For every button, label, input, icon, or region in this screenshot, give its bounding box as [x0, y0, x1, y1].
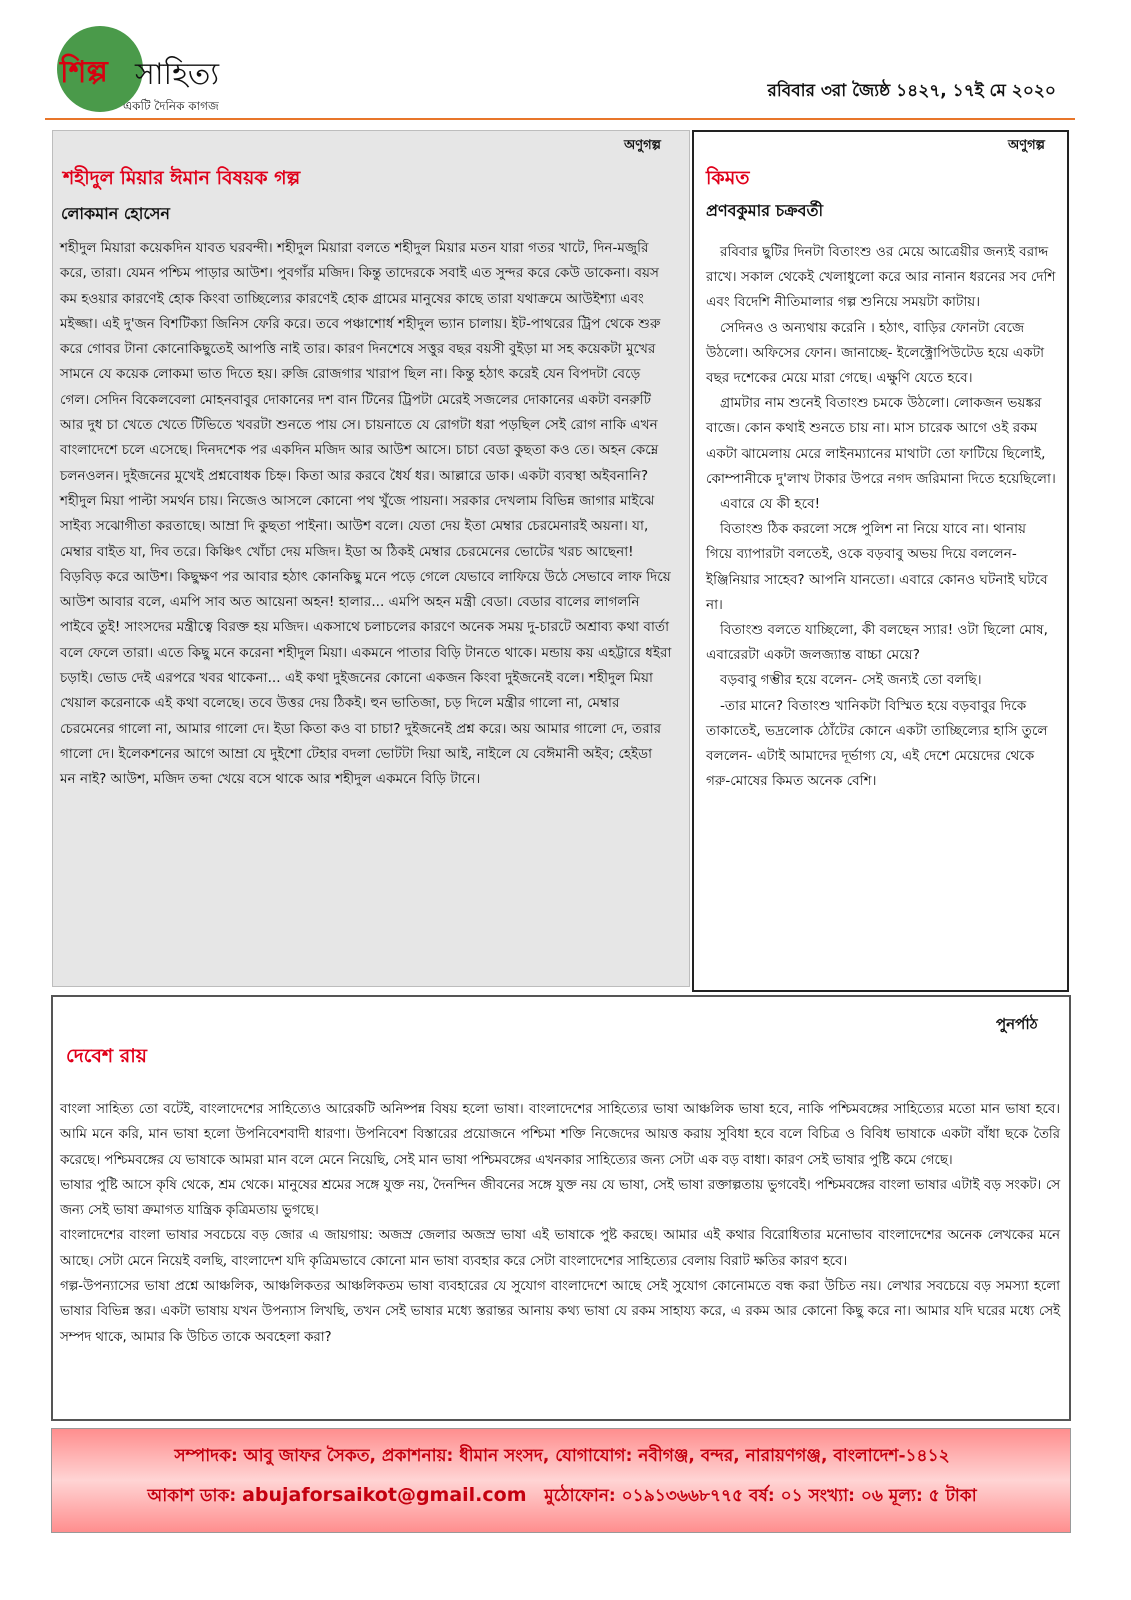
- footer-banner: [51, 1428, 1071, 1533]
- reprint-paragraph: গল্প-উপন্যাসের ভাষা প্রশ্নে আঞ্চলিক, আঞ্চলিকতর আঞ্চলিকতম ভাষা ব্যবহারের যে সুযোগ বাংলাদেশে আছে সেই সুযোগ কোনোমতে বন্ধ করা উচিত নয়। লেখার সবচেয়ে বড় সমস্যা হলো ভাষার বিভিন্ন স্তর। একটা ভাষায় যখন উপন্যাস লিখছি, তখন সেই ভাষার মধ্যে স্তরান্তর আনায় কথ্য ভাষা যে রকম সাহায্য করে, এ রকম আর কোনো কিছু করে না। আমার যদি ঘরের মধ্যে সেই সম্পদ থাকে, আমার কি উচিত তাকে অবহেলা করা?: [60, 1279, 1060, 1345]
- story-right-paragraph: বিতাংশু ঠিক করলো সঙ্গে পুলিশ না নিয়ে যাবে না। থানায় গিয়ে ব্যাপারটা বলতেই, ওকে বড়বাবু অভয় দিয়ে বললেন- ইঞ্জিনিয়ার সাহেব? আপনি যানতো। এবারে কোনও ঘটনাই ঘটবে না।: [706, 521, 1048, 613]
- reprint-body: [60, 1097, 1060, 1350]
- story-left-tag: অণুগল্প: [624, 138, 661, 153]
- footer-price: মূল্য: ৫ টাকা: [888, 1486, 977, 1506]
- story-right-paragraph: গ্রামটার নাম শুনেই বিতাংশু চমকে উঠলো। লোকজন ভয়ঙ্কর বাজে। কোন কথাই শুনতে চায় না। মাস চারেক আগে ওই রকম একটা ঝামেলায় মেরে লাইনম্যানের মাথাটা তো ফাটিয়ে ছিলোই, কোম্পানীকে দু'লাখ টাকার উপরে নগদ জরিমানা দিতে হয়েছিলো।: [706, 395, 1056, 487]
- story-right-title: কিমত: [706, 167, 750, 189]
- reprint-title: দেবেশ রায়: [66, 1045, 147, 1067]
- reprint-paragraph: ভাষার পুষ্টি আসে কৃষি থেকে, শ্রম থেকে। মানুষের শ্রমের সঙ্গে যুক্ত নয়, দৈনন্দিন জীবনের সঙ্গে যুক্ত নয় যে ভাষা, সেই ভাষা রক্তাল্পতায় ভুগবেই। পশ্চিমবঙ্গের বাংলা ভাষার এটাই বড় সংকট। সে জন্য সেই ভাষা ক্রমাগত যান্ত্রিক কৃত্রিমতায় ভুগছে।: [60, 1177, 1060, 1219]
- logo-word-sahitya: সাহিত্য: [135, 57, 220, 92]
- issue-date: রবিবার ৩রা জ্যৈষ্ঠ ১৪২৭, ১৭ই মে ২০২০: [767, 81, 1056, 101]
- footer-email-label: আকাশ ডাক:: [147, 1486, 237, 1506]
- story-right-tag: অণুগল্প: [1008, 138, 1045, 153]
- logo-tagline: একটি দৈনিক কাগজ: [123, 99, 219, 113]
- story-right-paragraph: বড়বাবু গম্ভীর হয়ে বলেন- সেই জন্যই তো বলছি।: [720, 672, 982, 689]
- story-left-paragraph: শহীদুল মিয়ারা কয়েকদিন যাবত ঘরবন্দী। শহীদুল মিয়ারা বলতে শহীদুল মিয়ার মতন যারা গতর খাটে, দিন-মজুরি করে, তারা। যেমন পশ্চিম পাড়ার আউশ। পুবগাঁর মজিদ। কিন্তু তাদেরকে সবাই এত সুন্দর করে কেউ ডাকেনা। বয়স কম হওয়ার কারণেই হোক কিংবা তাচ্ছিল্যের কারণেই হোক গ্রামের মানুষের কাছে তারা যথাক্রমে আউইশ্যা এবং মইজ্জা। এই দু'জন বিশটিক্যা জিনিস ফেরি করে। তবে পঞ্চাশোর্ধ শহীদুল ভ্যান চালায়। ইট-পাথরের ট্রিপ থেকে শুরু করে গোবর টানা কোনোকিছুতেই আপত্তি নাই তার। কারণ দিনশেষে সত্তুর বছর বয়সী বুইড়া মা সহ কয়েকটা মুখের সামনে যে কয়েক লোকমা ভাত দিতে হয়। রুজি রোজগার খারাপ ছিল না। কিন্তু হঠাৎ করেই যেন বিপদটা বেড়ে গেল। সেদিন বিকেলবেলা মোহনবাবুর দোকানের দশ বান টিনের ট্রিপটা মেরেই সজলের দোকানের একটা বনরুটি আর দুধ চা খেতে খেতে টিভিতে খবরটা শুনতে পায় সে। চায়নাতে যে রোগটা ধরা পড়ছিল সেই রোগ নাকি এখন বাংলাদেশে চলে এসেছে। দিনদশেক পর একদিন মজিদ আর আউশ আসে। চাচা বেডা কুছতা কও তে। অহন কেম্নে চলনওলন। দুইজনের মুখেই প্রশ্নবোধক চিহ্ন। কিতা আর করবে ধৈর্য ধর। আল্লারে ডাক। একটা ব্যবস্থা অইবনানি? শহীদুল মিয়া পাল্টা সমর্থন চায়। নিজেও আসলে কোনো পথ খুঁজে পায়না। সরকার দেখলাম বিভিন্ন জাগার মাইঝে সাইব্য সঝোগীতা করতাছে। আম্রা দি কুছতা পাইনা। আউশ বলে। যেতা দেয় ইতা মেম্বার চেরমেনারই অয়না। যা, মেম্বার বাইত যা, দিব তরে। কিঞ্চিৎ খোঁচা দেয় মজিদ। ইডা অ ঠিকই মেম্বার চেরমেনের ভোটের খরচ আছেনা! বিড়বিড় করে আউশ। কিছুক্ষণ পর আবার হঠাৎ কোনকিছু মনে পড়ে গেলে যেভাবে লাফিয়ে উঠে সেভাবে লাফ দিয়ে আউশ আবার বলে, এমপি সাব অত আয়েনা অহন! হালার... এমপি অহন মন্ত্রী বেডা। বেডার বালের লাগলনি পাইবে তুই! সাংসদের মন্ত্রীত্বে বিরক্ত হয় মজিদ। একসাথে চলাচলের কারণে অনেক সময় দু-চারটে অশ্রাব্য কথা বার্তা বলে ফেলে তারা। এতে কিছু মনে করেনা শহীদুল মিয়া। একমনে পাতার বিড়ি টানতে থাকে। মন্ডায় কয় এহট্টারে ধইরা চড়াই। ভোড দেই এরপরে খবর থাকেনা... এই কথা দুইজনের কোনো একজন কিংবা দুইজনেই বলে। শহীদুল মিয়া খেয়াল করেনাকে এই কথা বলেছে। তবে উত্তর দেয় ঠিকই। হুন ভাতিজা, চড় দিলে মন্ত্রীর গালো না, মেম্বার চেরমেনের গালো না, আমার গালো দে। ইডা কিতা কও বা চাচা? দুইজনেই প্রশ্ন করে। অয় আমার গালো দে, তরার গালো দে। ইলেকশনের আগে আম্রা যে দুইশো টেহার বদলা ভোটটা দিয়া আই, নাইলে যে বেঈমানী অইব; হেইডা মন নাই? আউশ, মজিদ তব্দা খেয়ে বসে থাকে আর শহীদুল একমনে বিড়ি টানে।: [60, 240, 672, 788]
- story-right-paragraph: -তার মানে? বিতাংশু খানিকটা বিস্মিত হয়ে বড়বাবুর দিকে তাকাতেই, ভদ্রলোক ঠোঁটের কোনে একটা তাচ্ছিল্যের হাসি তুলে বললেন- এটাই আমাদের দূর্ভাগ্য যে, এই দেশে মেয়েদের থেকে গরু-মোষের কিমত অনেক বেশি।: [706, 697, 1048, 790]
- footer-phone: মুঠোফোন: ০১৯১৩৬৬৮৭৭৫: [544, 1486, 744, 1506]
- logo-word-shilpo: শিল্প: [60, 55, 108, 90]
- footer-issue: সংখ্যা: ০৬: [808, 1486, 883, 1506]
- story-right-body: [706, 240, 1056, 794]
- footer-contact-line: [52, 1483, 1072, 1511]
- story-left-author: লোকমান হোসেন: [61, 204, 170, 223]
- reprint-paragraph: বাংলা সাহিত্য তো বটেই, বাংলাদেশের সাহিত্যেও আরেকটি অনিষ্পন্ন বিষয় হলো ভাষা। বাংলাদেশের সাহিত্যের ভাষা আঞ্চলিক ভাষা হবে, নাকি পশ্চিমবঙ্গের সাহিত্যের মতো মান ভাষা হবে। আমি মনে করি, মান ভাষা হলো উপনিবেশবাদী ধারণা। উপনিবেশ বিস্তারের প্রয়োজনে পশ্চিমা শক্তি নিজেদের আয়ত্ত করায় সুবিধা হবে বলে বিচিত্র ও বিবিধ ভাষাকে একটা বাঁধা ছকে তৈরি করেছে। পশ্চিমবঙ্গের যে ভাষাকে আমরা মান বলে মেনে নিয়েছি, সেই মান ভাষা পশ্চিমবঙ্গের এখনকার সাহিত্যের জন্য সেটা এক বড় বাধা। কারণ সেই ভাষার পুষ্টি কমে গেছে।: [60, 1102, 1060, 1168]
- story-left-body: [60, 236, 672, 793]
- footer-email-link[interactable]: abujaforsaikot@gmail.com: [242, 1484, 527, 1506]
- story-right-paragraph: রবিবার ছুটির দিনটা বিতাংশু ওর মেয়ে আত্রেয়ীর জন্যই বরাদ্দ রাখে। সকাল থেকেই খেলাধুলো করে আর নানান ধরনের সব দেশি এবং বিদেশি নীতিমালার গল্প শুনিয়ে সময়টা কাটায়।: [706, 244, 1056, 311]
- story-left-title: শহীদুল মিয়ার ঈমান বিষয়ক গল্প: [63, 167, 301, 189]
- story-right-paragraph: এবারে যে কী হবে!: [720, 496, 821, 513]
- story-right-author: প্রণবকুমার চক্রবর্তী: [706, 201, 824, 220]
- reprint-tag: পুনর্পাঠ: [996, 1015, 1038, 1033]
- story-right-paragraph: বিতাংশু বলতে যাচ্ছিলো, কী বলছেন স্যার! ওটা ছিলো মোষ, এবারেরটা একটা জলজ্যান্ত বাচ্চা মেয়ে?: [706, 622, 1048, 664]
- reprint-paragraph: বাংলাদেশের বাংলা ভাষার সবচেয়ে বড় জোর এ জায়গায়: অজস্র জেলার অজস্র ভাষা এই ভাষাকে পুষ্ট করছে। আমার এই কথার বিরোধিতার মনোভাব বাংলাদেশের অনেক লেখকের মনে আছে। সেটা মেনে নিয়েই বলছি, বাংলাদেশ যদি কৃত্রিমভাবে কোনো মান ভাষা ব্যবহার করে সেটা বাংলাদেশের সাহিত্যের বেলায় বিরাট ক্ষতির কারণ হবে।: [60, 1228, 1060, 1269]
- masthead: [0, 0, 1131, 120]
- header-divider: [45, 118, 1075, 120]
- story-right-paragraph: সেদিনও ও অন্যথায় করেনি । হঠাৎ, বাড়ির ফোনটা বেজে উঠলো। অফিসের ফোন। জানাচ্ছে- ইলেক্ট্রোপিউটেড হয়ে একটা বছর দশেকের মেয়ে মারা গেছে। এক্ষুণি যেতে হবে।: [706, 319, 1045, 387]
- footer-year: বর্ষ: ০১: [749, 1486, 803, 1506]
- footer-editor-line: সম্পাদক: আবু জাফর সৈকত, প্রকাশনায়: ধীমান সংসদ, যোগাযোগ: নবীগঞ্জ, বন্দর, নারায়ণগঞ্জ, বাংলাদেশ-১৪১২: [174, 1446, 950, 1466]
